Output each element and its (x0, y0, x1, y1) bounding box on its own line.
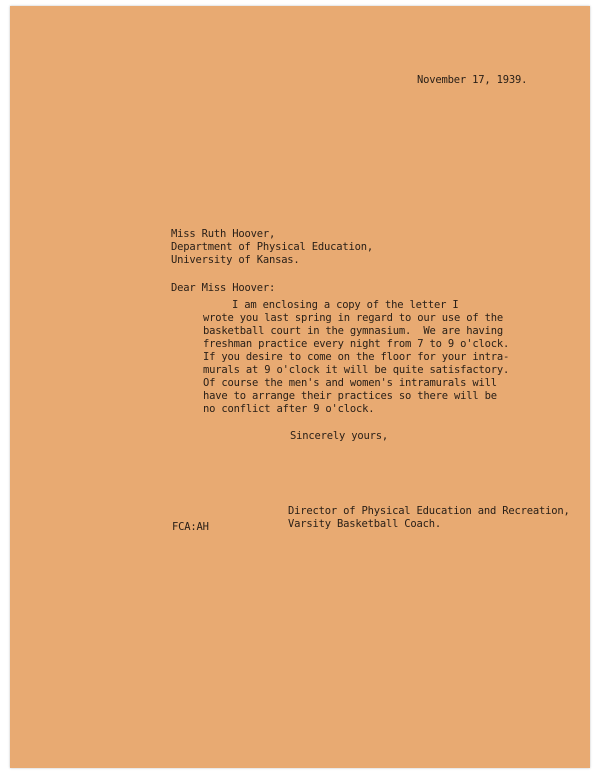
signature-line-1: Director of Physical Education and Recreation, (288, 505, 570, 517)
body-line-4: freshman practice every night from 7 to 9 o'clock. (203, 338, 510, 350)
address-line-2: Department of Physical Education, (171, 241, 374, 253)
letter-date: November 17, 1939. (417, 74, 528, 86)
typist-initials: FCA:AH (172, 521, 209, 533)
greeting: Dear Miss Hoover: (171, 282, 276, 294)
signature-line-2: Varsity Basketball Coach. (288, 518, 442, 530)
body-line-7: Of course the men's and women's intramurals will (203, 377, 497, 389)
body-line-6: murals at 9 o'clock it will be quite satisfactory. (203, 364, 510, 376)
body-line-2: wrote you last spring in regard to our use of the (203, 312, 503, 324)
body-line-1: I am enclosing a copy of the letter I (232, 299, 459, 311)
address-line-1: Miss Ruth Hoover, (171, 228, 276, 240)
body-line-9: no conflict after 9 o'clock. (203, 403, 375, 415)
body-line-3: basketball court in the gymnasium. We are having (203, 325, 503, 337)
letter-page (10, 6, 590, 768)
body-line-5: If you desire to come on the floor for your intra- (203, 351, 510, 363)
body-line-8: have to arrange their practices so there will be (203, 390, 497, 402)
closing: Sincerely yours, (290, 430, 388, 442)
address-line-3: University of Kansas. (171, 254, 300, 266)
